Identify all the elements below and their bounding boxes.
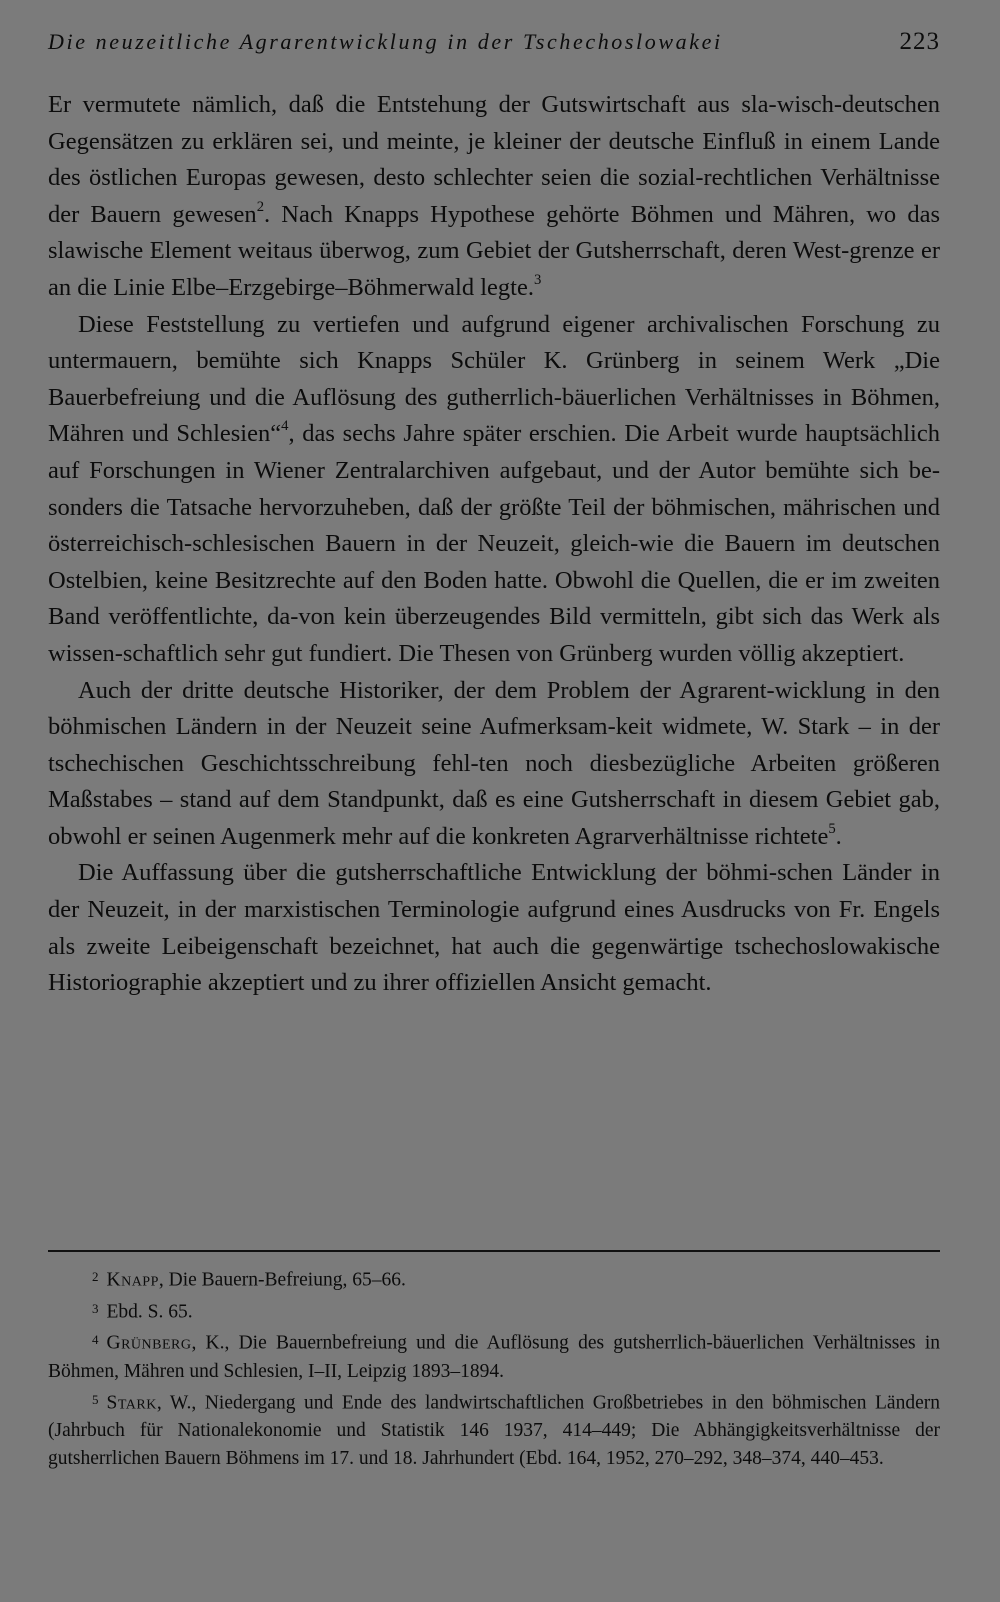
footnote-author: Stark (106, 1392, 157, 1414)
footnote (48, 1386, 940, 1474)
running-title: Die neuzeitliche Agrarentwicklung in der Tschechoslowakei (48, 29, 723, 54)
footnote-text: , K., Die Bauernbefreiung und die Auflösung des gutsherrlich-bäuerlichen Verhältnisses in Böhmen, Mähren und Schlesien, I–II, Leipzig 1893–1894. (48, 1332, 940, 1382)
footnote-rule (48, 1250, 940, 1252)
footnote-marker: 2 (256, 198, 265, 215)
paragraph-text: Auch der dritte deutsche Historiker, der dem Problem der Agrarent-wicklung in den böhmischen Ländern in der Neuzeit seine Aufmerksam-keit widmete, W. Stark – in der tschechischen Geschichtsschreibung fehl-ten noch diesbezügliche Arbeiten größeren Maßstabes – stand auf dem Standpunkt, daß es eine Gutsherrschaft in diesem Gebiet gab, obwohl er seinen Augenmerk mehr auf die konkreten Agrarverhältnisse richtete (48, 676, 940, 850)
footnote-number: 5 (92, 1391, 99, 1407)
footnote (48, 1295, 940, 1327)
page-number: 223 (899, 28, 940, 55)
footnote-marker: 5 (828, 820, 836, 837)
footnote-marker: 3 (533, 271, 542, 288)
paragraph (48, 855, 940, 1001)
paragraph-text: Die Auffassung über die gutsherrschaftliche Entwicklung der böhmi-schen Länder in der Neuzeit, in der marxistischen Terminologie aufgrund eines Ausdrucks von Fr. Engels als zweite Leibeigenschaft bezeichnet, hat auch die gegenwärtige tschechoslowakische Historiographie akzeptiert und zu ihrer offiziellen Ansicht gemacht. (48, 859, 940, 997)
footnote-text: , Die Bauern-Befreiung, 65–66. (158, 1269, 406, 1291)
paragraph (48, 87, 940, 307)
footnote-number: 3 (92, 1300, 99, 1316)
footnote-text: Ebd. S. 65. (106, 1301, 193, 1323)
footnote-author: Knapp (106, 1269, 159, 1291)
footnote-marker: 4 (281, 418, 289, 435)
footnotes (48, 1263, 940, 1473)
running-head (48, 28, 940, 56)
footnote (48, 1326, 940, 1386)
body-text (48, 87, 940, 1002)
paragraph (48, 673, 940, 856)
footnote-author: Grünberg (106, 1332, 192, 1354)
paragraph-text: . (835, 822, 842, 850)
footnote (48, 1263, 940, 1295)
footnote-text: , W., Niedergang und Ende des landwirtschaftlichen Großbetriebes in den böhmischen Ländern (Jahrbuch für Nationalekonomie und Statistik 146 1937, 414–449; Die Abhängigkeitsverhältnisse der gutsherrlichen Bauern Böhmens im 17. und 18. Jahrhundert (Ebd. 164, 1952, 270–292, 348–374, 440–453. (48, 1392, 940, 1470)
paragraph-text: . Nach Knapps Hypothese gehörte Böhmen und Mähren, wo das slawische Element weitaus überwog, zum Gebiet der Gutsherrschaft, deren West-grenze er an die Linie Elbe–Erzgebirge–Böhmerwald legte. (48, 200, 940, 301)
paragraph (48, 307, 940, 673)
paragraph-text: , das sechs Jahre später erschien. Die Arbeit wurde hauptsächlich auf Forschungen in Wiener Zentralarchiven aufgebaut, und der Autor bemühte sich be-sonders die Tatsache hervorzuheben, daß der größte Teil der böhmischen, mährischen und österreichisch-schlesischen Bauern in der Neuzeit, gleich-wie die Bauern im deutschen Ostelbien, keine Besitzrechte auf den Boden hatte. Obwohl die Quellen, die er im zweiten Band veröffentlichte, da-von kein überzeugendes Bild vermitteln, gibt sich das Werk als wissen-schaftlich sehr gut fundiert. Die Thesen von Grünberg wurden völlig akzeptiert. (48, 420, 940, 667)
paragraph-text: Diese Feststellung zu vertiefen und aufgrund eigener archivalischen Forschung zu untermauern, bemühte sich Knapps Schüler K. Grünberg in seinem Werk „Die Bauerbefreiung und die Auflösung des gutherrlich-bäuerlichen Verhältnisses in Böhmen, Mähren und Schlesien“ (48, 310, 940, 448)
footnote-number: 2 (92, 1269, 99, 1284)
paragraph-text: Er vermutete nämlich, daß die Entstehung der Gutswirtschaft aus sla-wisch-deutschen Gegensätzen zu erklären sei, und meinte, je kleiner der deutsche Einfluß in einem Lande des östlichen Europas gewesen, desto schlechter seien die sozial-rechtlichen Verhältnisse der Bauern gewesen (48, 91, 940, 228)
footnote-number: 4 (92, 1332, 99, 1348)
